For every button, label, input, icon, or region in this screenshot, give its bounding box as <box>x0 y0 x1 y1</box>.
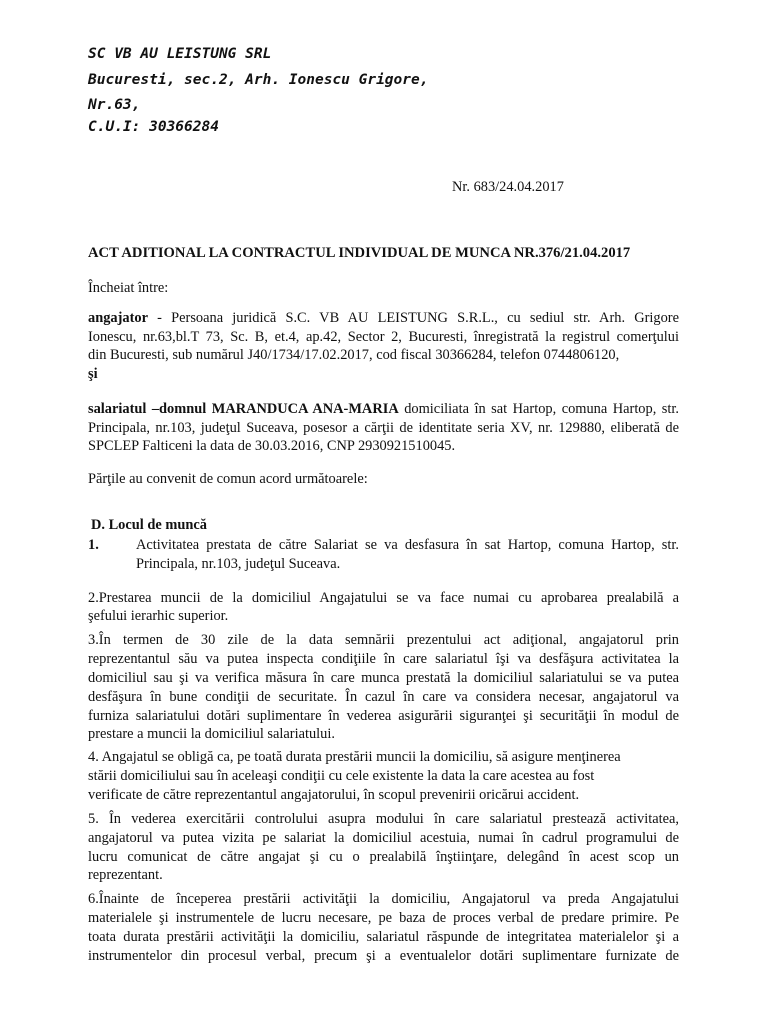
paragraph-2-line-1: 2.Prestarea muncii de la domiciliul Angajatului se va face numai cu aprobarea prealabilă a <box>88 590 679 606</box>
conjunction-and: şi <box>88 366 98 382</box>
employee-text-1: domiciliata în sat Hartop, comuna Hartop, str. <box>398 401 679 417</box>
paragraph-6-line-2: materialele şi instrumentele de lucru necesare, pe baza de proces verbal de predare primire. Pe <box>88 910 679 926</box>
employer-line-2: Ionescu, nr.63,bl.T 73, Sc. B, et.4, ap.42, Sector 2, Bucuresti, înregistrată la registrul comerţului <box>88 329 679 345</box>
document-title: ACT ADITIONAL LA CONTRACTUL INDIVIDUAL DE MUNCA NR.376/21.04.2017 <box>88 245 631 261</box>
paragraph-5-line-1: 5. În vederea exercitării controlului asupra modului în care salariatul prestează activitatea, <box>88 811 679 827</box>
paragraph-3-line-1: 3.În termen de 30 zile de la data semnării prezentului act adiţional, angajatorul prin <box>88 632 679 648</box>
employee-line-1 <box>88 400 679 419</box>
paragraph-6-line-3: toata durata prestării activităţii la domiciliu, salariatul răspunde de integritatea materialelor şi a <box>88 929 679 945</box>
company-name: SC VB AU LEISTUNG SRL <box>88 46 272 62</box>
employee-label: salariatul –domnul MARANDUCA ANA-MARIA <box>88 401 399 417</box>
paragraph-5-line-3: lucru comunicat de către angajat şi cu o prealabilă înştiinţare, delegând în acest scop un <box>88 849 679 865</box>
company-address-line-1: Bucuresti, sec.2, Arh. Ionescu Grigore, <box>88 72 429 88</box>
paragraph-5-line-2: angajatorul va putea vizita pe salariat la domiciliul acestuia, numai în cadrul programului de <box>88 830 679 846</box>
employer-text-1: - Persoana juridică S.C. VB AU LEISTUNG S.R.L., cu sediul str. Arh. Grigore <box>147 310 679 326</box>
paragraph-3-line-3: domiciliul sau şi va verifica măsura în care munca prestată la domiciliul salariatului se va putea <box>88 670 679 686</box>
paragraph-2-line-2: şefului ierarhic superior. <box>88 608 229 624</box>
section-heading: D. Locul de muncă <box>91 517 207 533</box>
paragraph-3-line-5: furniza salariatului dotări suplimentare în vederea asigurării siguranţei şi securităţii în modul de <box>88 708 679 724</box>
company-cui: C.U.I: 30366284 <box>88 119 219 135</box>
paragraph-3-line-6: prestare a muncii la domiciliul salariatului. <box>88 726 335 742</box>
concluded-between: Încheiat între: <box>88 280 169 296</box>
agreement-intro: Părţile au convenit de comun acord următoarele: <box>88 471 368 487</box>
company-address-line-2: Nr.63, <box>88 97 141 113</box>
employee-line-3: SPCLEP Falticeni la data de 30.03.2016, CNP 2930921510045. <box>88 438 456 454</box>
paragraph-6-line-1: 6.Înainte de începerea prestării activităţii la domiciliu, Angajatorul va preda Angajatului <box>88 891 679 907</box>
registration-number: Nr. 683/24.04.2017 <box>452 179 564 195</box>
paragraph-3-line-2: reprezentantul său va putea inspecta condiţiile în care salariatul îşi va desfăşura activitatea la <box>88 651 679 667</box>
employee-line-2: Principala, nr.103, judeţul Suceava, posesor a cărţii de identitate seria XV, nr. 129880, eliberată de <box>88 420 679 436</box>
item-1-line-1: Activitatea prestata de către Salariat se va desfasura în sat Hartop, comuna Hartop, str. <box>136 537 679 553</box>
employer-label: angajator <box>88 310 148 326</box>
paragraph-5-line-4: reprezentant. <box>88 867 163 883</box>
paragraph-4-line-1: 4. Angajatul se obligă ca, pe toată durata prestării muncii la domiciliu, să asigure menţinerea <box>88 749 621 765</box>
item-1-line-2: Principala, nr.103, judeţul Suceava. <box>136 556 341 572</box>
employer-line-1 <box>88 309 679 328</box>
paragraph-4-line-3: verificate de către reprezentantul angajatorului, în scopul prevenirii oricărui accident. <box>88 787 580 803</box>
paragraph-6-line-4: instrumentelor din procesul verbal, precum şi a eventualelor dotări suplimentare furnizate de <box>88 948 679 964</box>
paragraph-3-line-4: desfăşura în bune condiţii de securitate. În cazul în care va considera necesar, angajatorul va <box>88 689 679 705</box>
employer-line-3: din Bucuresti, sub numărul J40/1734/17.02.2017, cod fiscal 30366284, telefon 0744806120, <box>88 347 620 363</box>
paragraph-4-line-2: stării domiciliului sau în aceleaşi condiţii cu cele existente la data la care acestea au fost <box>88 768 595 784</box>
item-1-number: 1. <box>88 537 99 553</box>
